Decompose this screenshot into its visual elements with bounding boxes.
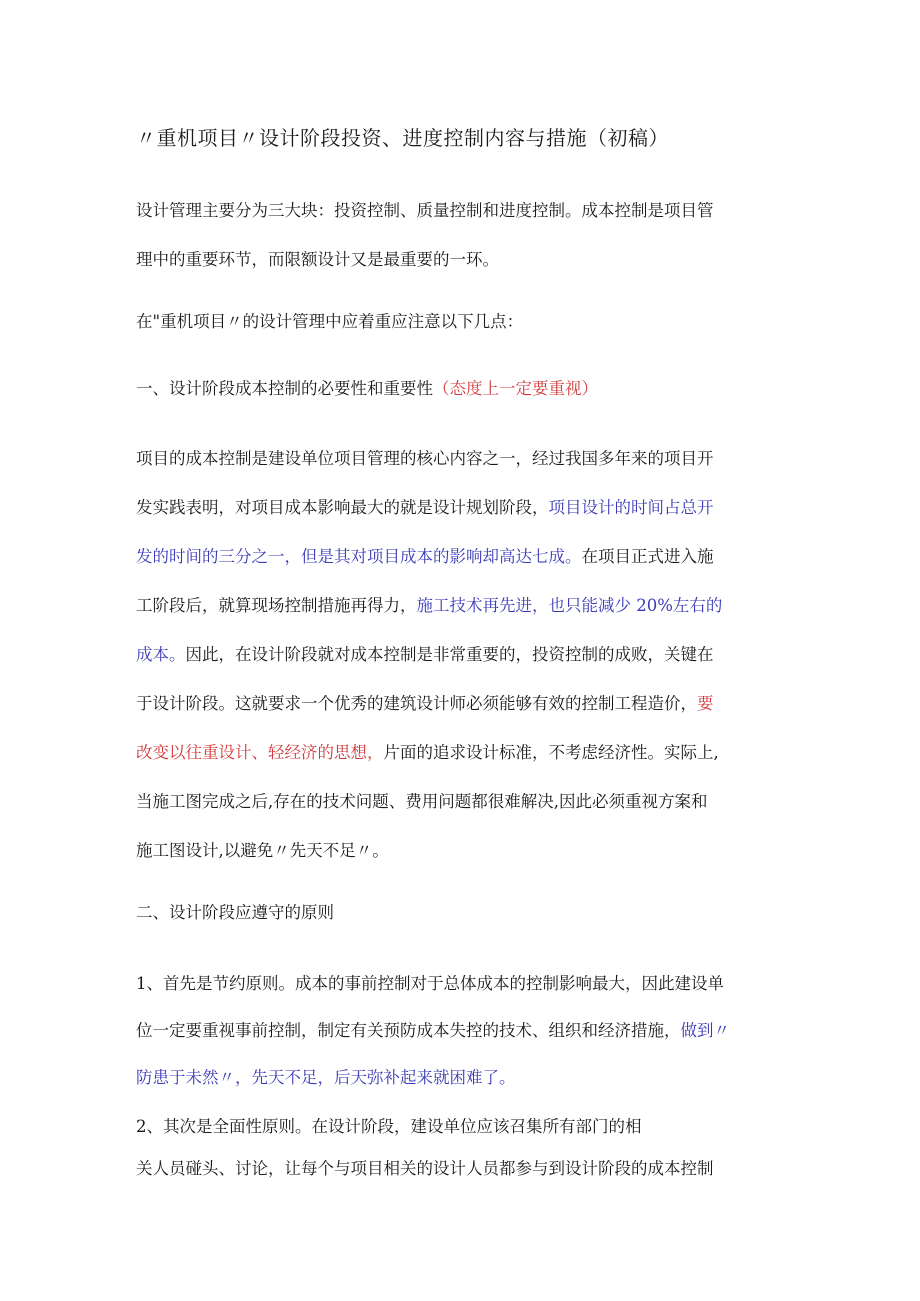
body-text: 2、其次是全面性原则。在设计阶段，建设单位应该召集所有部门的相: [136, 1117, 642, 1136]
body-text: 关人员碰头、讨论，让每个与项目相关的设计人员都参与到设计阶段的成本控制: [136, 1159, 714, 1178]
document-title: 〃重机项目〃设计阶段投资、进度控制内容与措施（初稿）: [136, 126, 669, 150]
body-text: 当施工图完成之后,存在的技术问题、费用问题都很难解决,因此必须重视方案和: [136, 792, 708, 811]
intro-line: 理中的重要环节，而限额设计又是最重要的一环。: [136, 250, 499, 269]
body-text: 因此，在设计阶段就对成本控制是非常重要的，投资控制的成败，关键在: [185, 645, 714, 664]
text-line: [136, 1148, 796, 1190]
text-line: [136, 434, 796, 483]
section1-heading-note: （态度上一定要重视）: [433, 379, 598, 398]
body-text: 在项目正式进入施: [581, 547, 714, 566]
text-line: [136, 826, 796, 875]
body-text: 发实践表明，对项目成本影响最大的就是设计规划阶段，: [136, 498, 549, 517]
section2-principle-1: [136, 960, 796, 1101]
section2-heading-text: 二、设计阶段应遵守的原则: [136, 903, 334, 922]
text-line: [136, 532, 796, 581]
notice-line: 在"重机项目〃的设计管理中应着重应注意以下几点：: [136, 312, 524, 331]
text-line: [136, 960, 796, 1007]
highlighted-text: 施工技术再先进，也只能减少 20%左右的: [416, 596, 723, 615]
text-line: [136, 1054, 796, 1101]
text-line: [136, 1007, 796, 1054]
notice-paragraph: [136, 297, 796, 346]
highlighted-text: 发的时间的三分之一，但是其对项目成本的影响却高达七成。: [136, 547, 582, 566]
text-line: [136, 728, 796, 777]
body-text: 于设计阶段。这就要求一个优秀的建筑设计师必须能够有效的控制工程造价，: [136, 694, 697, 713]
body-text: 位一定要重视事前控制，制定有关预防成本失控的技术、组织和经济措施，: [136, 1021, 681, 1040]
section1-heading: [136, 364, 796, 413]
highlighted-text: 改变以往重设计、轻经济的思想，: [136, 743, 384, 762]
highlighted-text: 要: [697, 694, 714, 713]
highlighted-text: 项目设计的时间占总开: [548, 498, 714, 517]
body-text: 片面的追求设计标准，不考虑经济性。实际上,: [383, 743, 719, 762]
text-line: [136, 630, 796, 679]
text-line: [136, 777, 796, 826]
intro-line: 设计管理主要分为三大块：投资控制、质量控制和进度控制。成本控制是项目管: [136, 201, 714, 220]
highlighted-text: 防患于未然〃，先天不足，后天弥补起来就困难了。: [136, 1068, 516, 1087]
section1-body: [136, 434, 796, 875]
body-text: 项目的成本控制是建设单位项目管理的核心内容之一，经过我国多年来的项目开: [136, 449, 714, 468]
text-line: [136, 1106, 796, 1148]
text-line: [136, 679, 796, 728]
intro-paragraph: [136, 186, 796, 284]
highlighted-text: 做到〃: [680, 1021, 730, 1040]
section2-heading: [136, 888, 796, 937]
highlighted-text: 成本。: [136, 645, 186, 664]
section2-principle-2: [136, 1106, 796, 1190]
body-text: 1、首先是节约原则。成本的事前控制对于总体成本的控制影响最大，因此建设单: [136, 974, 724, 993]
text-line: [136, 483, 796, 532]
text-line: [136, 581, 796, 630]
body-text: 施工图设计,以避免〃先天不足〃。: [136, 841, 389, 860]
section1-heading-text: 一、设计阶段成本控制的必要性和重要性: [136, 379, 433, 398]
body-text: 工阶段后，就算现场控制措施再得力，: [136, 596, 417, 615]
